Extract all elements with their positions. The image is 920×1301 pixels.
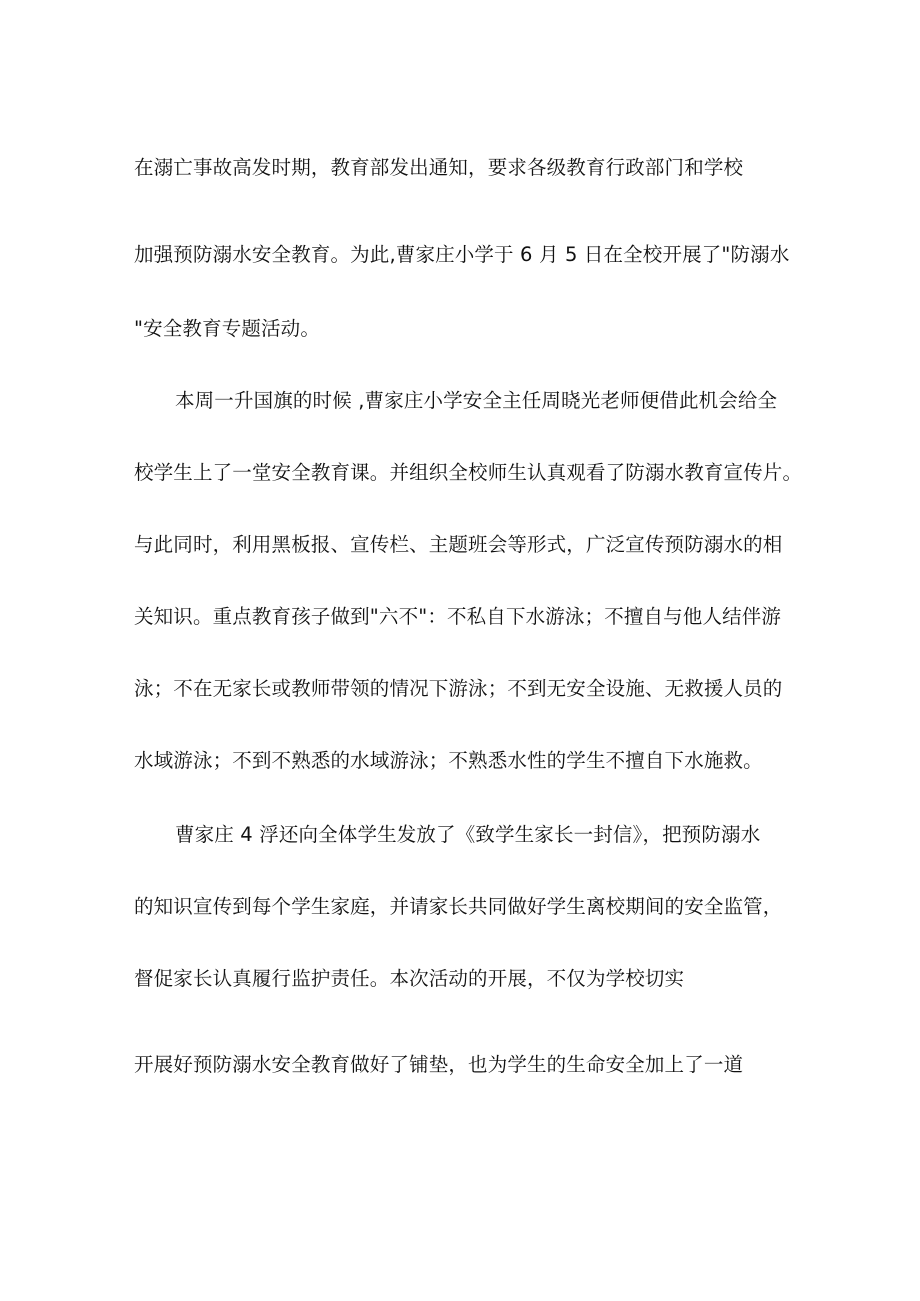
text-line: 在溺亡事故高发时期，教育部发出通知，要求各级教育行政部门和学校	[134, 156, 744, 179]
text-line: 加强预防溺水安全教育。为此,曹家庄小学于 6 月 5 日在全校开展了"防溺水	[134, 243, 790, 266]
text-line: 曹家庄 4 浮还向全体学生发放了《致学生家长一封信》，把预防溺水	[175, 823, 761, 846]
text-line: 关知识。重点教育孩子做到"六不"：不私自下水游泳；不擅自与他人结伴游	[134, 605, 782, 628]
text-line: 督促家长认真履行监护责任。本次活动的开展，不仅为学校切实	[134, 967, 685, 990]
text-line: 本周一升国旗的时候 ,曹家庄小学安全主任周晓光老师便借此机会给全	[175, 389, 778, 412]
text-line: 与此同时，利用黑板报、宣传栏、主题班会等形式，广泛宣传预防溺水的相	[134, 533, 783, 556]
text-line: "安全教育专题活动。	[134, 317, 320, 340]
text-line: 开展好预防溺水安全教育做好了铺垫，也为学生的生命安全加上了一道	[134, 1053, 744, 1076]
text-line: 水域游泳；不到不熟悉的水域游泳；不熟悉水性的学生不擅自下水施救。	[134, 749, 763, 772]
text-line: 校学生上了一堂安全教育课。并组织全校师生认真观看了防溺水教育宣传片。	[134, 461, 803, 484]
text-line: 泳；不在无家长或教师带领的情况下游泳；不到无安全设施、无救援人员的	[134, 677, 783, 700]
text-line: 的知识宣传到每个学生家庭，并请家长共同做好学生离校期间的安全监管，	[134, 895, 783, 918]
